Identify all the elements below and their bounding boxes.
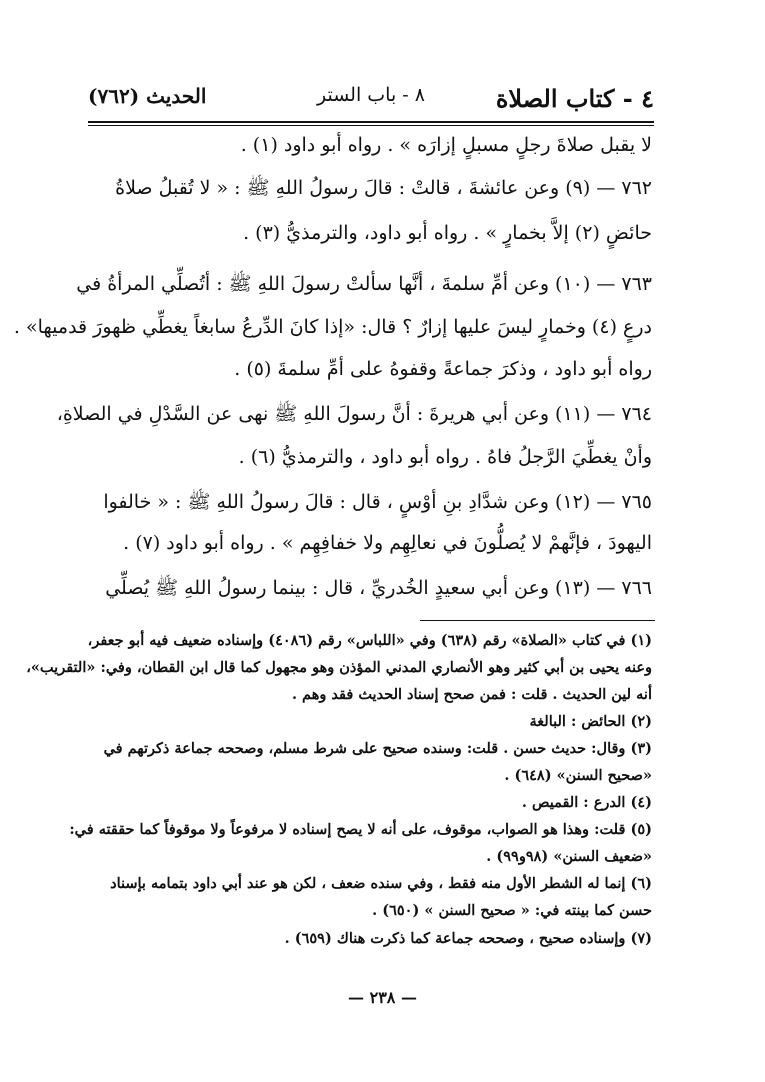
footnote-line: «صحيح السنن» (٦٤٨) .	[504, 767, 652, 784]
header-rule-thin	[88, 125, 654, 126]
footnote-line: (٢) الحائض : البالغة	[529, 713, 652, 730]
footnote-line: (١) في كتاب «الصلاة» رقم (٦٣٨) وفي «اللباس» رقم (٤٠٨٦) وإسناده ضعيف فيه أبو جعفر،	[87, 632, 652, 649]
footnote-line: (٧) وإسناده صحيح ، وصححه جماعة كما ذكرت هناك (٦٥٩) .	[284, 930, 652, 947]
running-header	[88, 78, 654, 118]
body-line: ٧٦٥ — (١٢) وعن شدَّادِ بنِ أوْسٍ ، قال : قالَ رسولُ اللهِ ﷺ : « خالفوا	[103, 491, 652, 513]
body-line: ٧٦٣ — (١٠) وعن أمِّ سلمةَ ، أنَّها سألتْ رسولَ اللهِ ﷺ : أتُصلِّي المرأةُ في	[76, 273, 652, 295]
footnote-line: (٥) قلت: وهذا هو الصواب، موقوف، على أنه لا يصح إسناده لا مرفوعاً ولا موقوفاً كما حققته في:	[69, 821, 652, 838]
page-number: — ٢٣٨ —	[348, 988, 417, 1007]
body-line: لا يقبل صلاةَ رجلٍ مسبلٍ إزارَه » . رواه أبو داود (١) .	[240, 134, 652, 156]
footnote-line: حسن كما بينته في: « صحيح السنن » (٦٥٠) .	[372, 902, 652, 919]
footnote-rule	[420, 620, 655, 621]
body-line: ٧٦٤ — (١١) وعن أبي هريرةَ : أنَّ رسولَ اللهِ ﷺ نهى عن السَّدْلِ في الصلاةِ،	[56, 403, 652, 425]
footnote-line: أنه لين الحديث . قلت : فمن صحح إسناد الحديث فقد وهم .	[291, 686, 652, 703]
header-hadith-number: الحديث (٧٦٢)	[88, 84, 207, 108]
header-book-title: ٤ - كتاب الصلاة	[495, 84, 654, 113]
footnote-line: «ضعيف السنن» (٩٨و٩٩) .	[486, 848, 652, 865]
body-line: ٧٦٦ — (١٣) وعن أبي سعيدٍ الخُدريِّ ، قال : بينما رسولُ اللهِ ﷺ يُصلِّي	[105, 577, 652, 599]
footnote-line: وعنه يحيى بن أبي كثير وهو الأنصاري المدني المؤذن وهو مجهول كما قال ابن القطان، وفي: «التقريب»،	[26, 659, 652, 676]
body-line: اليهودَ ، فإنَّهمْ لا يُصلُّونَ في نعالِهِم ولا خفافِهِم » . رواه أبو داود (٧) .	[123, 532, 652, 554]
body-line: رواه أبو داود ، وذكرَ جماعةً وقفوهُ على أمِّ سلمةَ (٥) .	[234, 358, 652, 380]
body-line: حائضٍ (٢) إلاَّ بخمارٍ » . رواه أبو داود، والترمذيُّ (٣) .	[243, 222, 652, 244]
footnote-line: (٤) الدرع : القميص .	[521, 794, 652, 811]
header-chapter-title: ٨ - باب الستر	[317, 84, 425, 106]
body-line: درعٍ (٤) وخمارٍ ليسَ عليها إزارٌ ؟ قال: «إذا كانَ الدِّرعُ سابغاً يغطِّي ظهورَ قدميها» .	[13, 316, 652, 338]
body-line: وأنْ يغطِّيَ الرَّجلُ فاهُ . رواه أبو داود ، والترمذيُّ (٦) .	[238, 446, 652, 468]
footnote-line: (٦) إنما له الشطر الأول منه فقط ، وفي سنده ضعف ، لكن هو عند أبي داود بتمامه بإسناد	[110, 875, 652, 892]
header-rule	[88, 121, 654, 123]
body-line: ٧٦٢ — (٩) وعن عائشةَ ، قالتْ : قالَ رسولُ اللهِ ﷺ : « لا تُقبلُ صلاةُ	[115, 177, 652, 199]
footnote-line: (٣) وقال: حديث حسن . قلت: وسنده صحيح على شرط مسلم، وصححه جماعة ذكرتهم في	[103, 740, 652, 757]
